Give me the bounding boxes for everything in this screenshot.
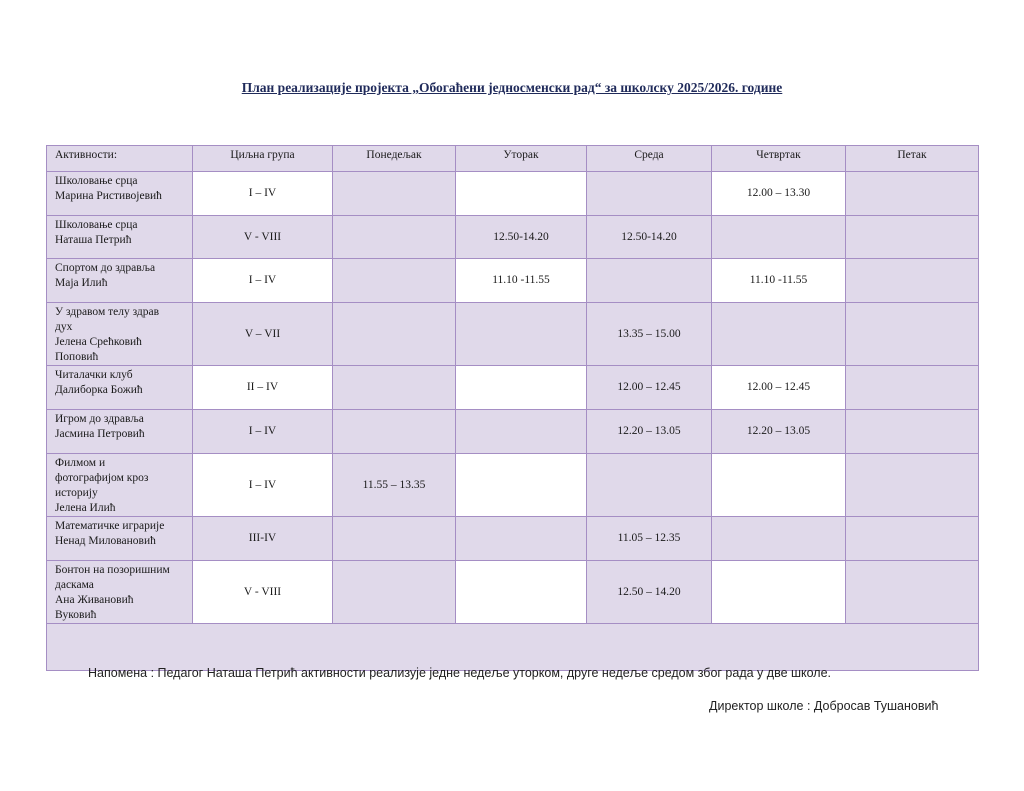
thursday-cell (712, 303, 846, 366)
header-monday: Понедељак (333, 146, 456, 172)
header-tuesday: Уторак (456, 146, 587, 172)
monday-cell (333, 561, 456, 624)
activity-line: Читалачки клуб (55, 369, 133, 381)
thursday-cell: 12.00 – 13.30 (712, 172, 846, 216)
header-wednesday: Среда (587, 146, 712, 172)
thursday-cell (712, 517, 846, 561)
friday-cell (846, 561, 979, 624)
header-activities: Активности: (47, 146, 193, 172)
activity-line: Бонтон на позоришним (55, 564, 170, 576)
table-row (47, 454, 979, 517)
activity-line: дух (55, 321, 73, 333)
activity-cell (47, 259, 193, 303)
tuesday-cell (456, 303, 587, 366)
activity-line: Школовање срца (55, 219, 138, 231)
table-row (47, 366, 979, 410)
activity-line: Игром до здравља (55, 413, 144, 425)
activity-cell (47, 172, 193, 216)
activity-line: Математичке играрије (55, 520, 165, 532)
tuesday-cell (456, 517, 587, 561)
activity-cell (47, 303, 193, 366)
wednesday-cell: 11.05 – 12.35 (587, 517, 712, 561)
monday-cell (333, 216, 456, 259)
table-row (47, 303, 979, 366)
activity-line: Ненад Миловановић (55, 535, 156, 547)
table-row (47, 517, 979, 561)
thursday-cell: 11.10 -11.55 (712, 259, 846, 303)
activity-cell (47, 410, 193, 454)
monday-cell (333, 259, 456, 303)
tuesday-cell (456, 454, 587, 517)
tuesday-cell: 11.10 -11.55 (456, 259, 587, 303)
activity-line: Вуковић (55, 609, 97, 621)
activity-cell (47, 366, 193, 410)
header-thursday: Четвртак (712, 146, 846, 172)
activity-line: Наташа Петрић (55, 234, 132, 246)
activity-line: У здравом телу здрав (55, 306, 160, 318)
wednesday-cell: 12.00 – 12.45 (587, 366, 712, 410)
activity-line: Школовање срца (55, 175, 138, 187)
activity-line: Маја Илић (55, 277, 108, 289)
activity-line: Јелена Срећковић (55, 336, 142, 348)
wednesday-cell (587, 172, 712, 216)
activity-cell (47, 216, 193, 259)
wednesday-cell: 12.50-14.20 (587, 216, 712, 259)
activity-cell (47, 454, 193, 517)
target-group-cell: I – IV (193, 259, 333, 303)
table-row (47, 216, 979, 259)
table-row (47, 172, 979, 216)
wednesday-cell (587, 259, 712, 303)
friday-cell (846, 303, 979, 366)
thursday-cell: 12.20 – 13.05 (712, 410, 846, 454)
tuesday-cell (456, 561, 587, 624)
friday-cell (846, 259, 979, 303)
wednesday-cell: 12.50 – 14.20 (587, 561, 712, 624)
table-row (47, 259, 979, 303)
thursday-cell: 12.00 – 12.45 (712, 366, 846, 410)
activity-line: Спортом до здравља (55, 262, 156, 274)
target-group-cell: V - VIII (193, 561, 333, 624)
monday-cell: 11.55 – 13.35 (333, 454, 456, 517)
friday-cell (846, 410, 979, 454)
activity-line: Филмом и (55, 457, 106, 469)
friday-cell (846, 172, 979, 216)
empty-row (47, 624, 979, 671)
tuesday-cell: 12.50-14.20 (456, 216, 587, 259)
header-target-group: Циљна група (193, 146, 333, 172)
thursday-cell (712, 561, 846, 624)
monday-cell (333, 172, 456, 216)
tuesday-cell (456, 366, 587, 410)
wednesday-cell (587, 454, 712, 517)
friday-cell (846, 454, 979, 517)
target-group-cell: V - VIII (193, 216, 333, 259)
tuesday-cell (456, 410, 587, 454)
monday-cell (333, 303, 456, 366)
thursday-cell (712, 216, 846, 259)
target-group-cell: I – IV (193, 172, 333, 216)
activity-line: Ана Живановић (55, 594, 134, 606)
activity-line: фотографијом кроз (55, 472, 149, 484)
activity-line: Јасмина Петровић (55, 428, 145, 440)
target-group-cell: I – IV (193, 410, 333, 454)
monday-cell (333, 517, 456, 561)
target-group-cell: V – VII (193, 303, 333, 366)
target-group-cell: II – IV (193, 366, 333, 410)
friday-cell (846, 517, 979, 561)
header-friday: Петак (846, 146, 979, 172)
activity-line: Далиборка Божић (55, 384, 143, 396)
friday-cell (846, 366, 979, 410)
thursday-cell (712, 454, 846, 517)
activity-line: историју (55, 487, 98, 499)
director-signature-line: Директор школе : Добросав Тушановић (709, 699, 939, 713)
schedule-table (46, 145, 979, 671)
empty-cell (47, 624, 979, 671)
activity-cell (47, 517, 193, 561)
table-row (47, 561, 979, 624)
activity-cell (47, 561, 193, 624)
friday-cell (846, 216, 979, 259)
document-title: План реализације пројекта „Обогаћени једносменски рад“ за школску 2025/2026. године (241, 80, 783, 95)
activity-line: даскама (55, 579, 94, 591)
monday-cell (333, 366, 456, 410)
target-group-cell: III-IV (193, 517, 333, 561)
monday-cell (333, 410, 456, 454)
footnote: Напомена : Педагог Наташа Петрић активности реализује једне недеље уторком, друге недеље средом због рада у две школе. (88, 666, 832, 680)
tuesday-cell (456, 172, 587, 216)
table-row (47, 410, 979, 454)
wednesday-cell: 12.20 – 13.05 (587, 410, 712, 454)
activity-line: Поповић (55, 351, 99, 363)
wednesday-cell: 13.35 – 15.00 (587, 303, 712, 366)
activity-line: Марина Ристивојевић (55, 190, 162, 202)
header-row (47, 146, 979, 172)
activity-line: Јелена Илић (55, 502, 116, 514)
target-group-cell: I – IV (193, 454, 333, 517)
